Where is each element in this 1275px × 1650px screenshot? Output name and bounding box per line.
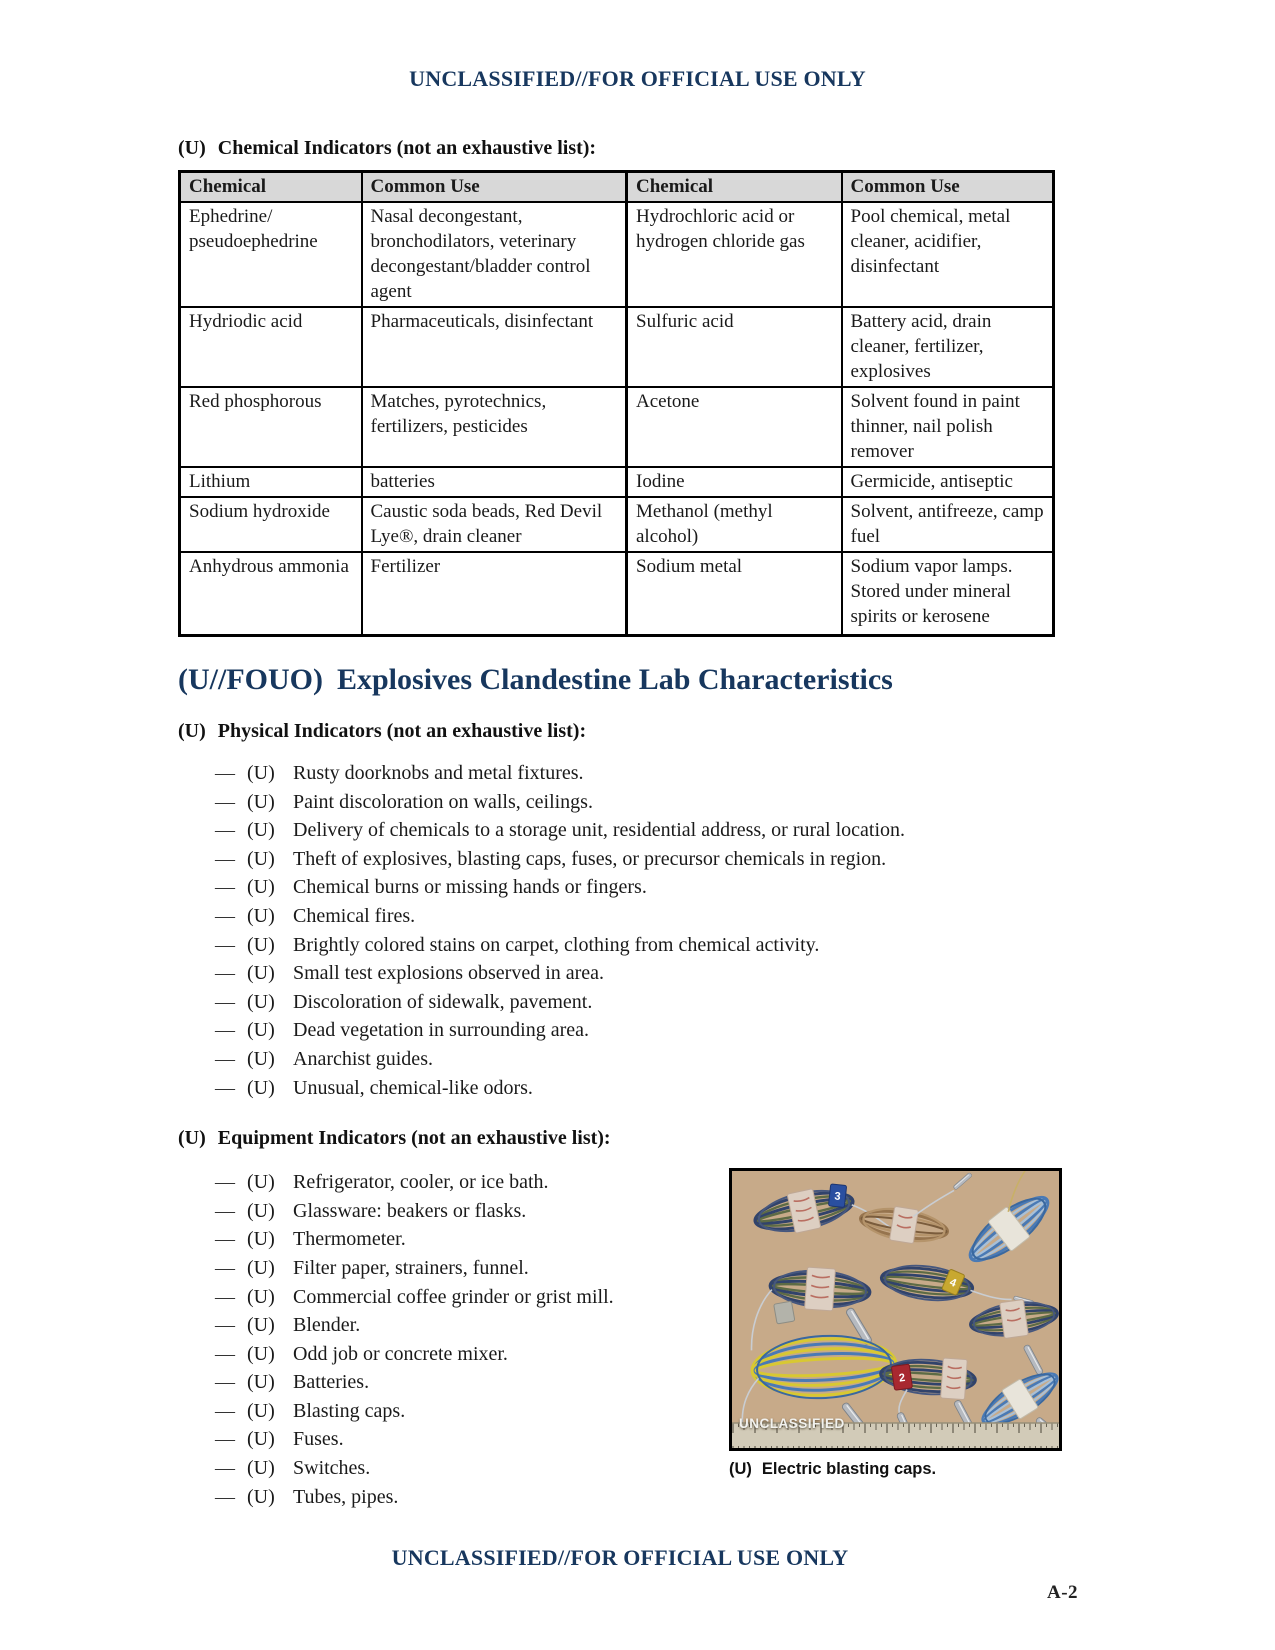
page-title	[178, 663, 1062, 697]
list-item-text: Tubes, pipes.	[293, 1485, 399, 1508]
list-item-text: Blasting caps.	[293, 1399, 406, 1422]
list-item	[215, 873, 1062, 902]
list-item-text: Chemical fires.	[293, 904, 416, 927]
tag-number: 2	[898, 1371, 906, 1385]
table-cell: Battery acid, drain cleaner, fertilizer, explosives	[842, 307, 1054, 387]
column-header: Common Use	[362, 172, 627, 203]
tag-number: 4	[947, 1276, 959, 1290]
table-cell: Red phosphorous	[180, 387, 362, 467]
chemical-indicators-table	[178, 170, 1055, 637]
dash-bullet: —	[215, 1285, 235, 1308]
dash-bullet: —	[215, 1228, 235, 1251]
classification-marking: (U)	[247, 1019, 275, 1042]
dash-bullet: —	[215, 904, 235, 927]
physical-indicators-heading-text: Physical Indicators (not an exhaustive list):	[217, 720, 587, 742]
dash-bullet: —	[215, 1399, 235, 1422]
page-title-text: Explosives Clandestine Lab Characteristics	[336, 663, 893, 696]
dash-bullet: —	[215, 1371, 235, 1394]
dash-bullet: —	[215, 933, 235, 956]
list-item-text: Batteries.	[293, 1371, 370, 1394]
list-item-text: Unusual, chemical-like odors.	[293, 1076, 533, 1099]
list-item	[215, 1016, 1062, 1045]
classification-marking: (U//FOUO)	[178, 663, 323, 696]
dash-bullet: —	[215, 847, 235, 870]
dash-bullet: —	[215, 1047, 235, 1070]
photo-caption	[729, 1460, 1062, 1479]
dash-bullet: —	[215, 990, 235, 1013]
list-item	[215, 1197, 718, 1226]
photo-classification-label: UNCLASSIFIED	[739, 1416, 845, 1432]
classification-marking: (U)	[247, 1256, 275, 1279]
classification-marking: (U)	[247, 1285, 275, 1308]
list-item	[215, 1454, 718, 1483]
list-item-text: Glassware: beakers or flasks.	[293, 1199, 527, 1222]
table-cell: Sodium metal	[627, 552, 842, 636]
list-item-text: Dead vegetation in surrounding area.	[293, 1019, 590, 1042]
classification-marking: (U)	[247, 1171, 275, 1194]
dash-bullet: —	[215, 1199, 235, 1222]
photo-caption-text: Electric blasting caps.	[761, 1460, 937, 1479]
table-cell: Sulfuric acid	[627, 307, 842, 387]
classification-marking: (U)	[247, 1457, 275, 1480]
list-item-text: Brightly colored stains on carpet, clothing from chemical activity.	[293, 933, 820, 956]
dash-bullet: —	[215, 962, 235, 985]
list-item	[215, 816, 1062, 845]
classification-marking: (U)	[247, 990, 275, 1013]
classification-marking: (U)	[247, 1228, 275, 1251]
table-row	[180, 467, 1054, 497]
list-item-text: Delivery of chemicals to a storage unit, residential address, or rural location.	[293, 819, 906, 842]
table-body	[180, 202, 1054, 636]
list-item	[215, 1168, 718, 1197]
list-item-text: Blender.	[293, 1314, 361, 1337]
list-item-text: Filter paper, strainers, funnel.	[293, 1256, 529, 1279]
table-row	[180, 387, 1054, 467]
table-cell: Matches, pyrotechnics, fertilizers, pesticides	[362, 387, 627, 467]
classification-marking: (U)	[247, 1428, 275, 1451]
table-row	[180, 497, 1054, 552]
dash-bullet: —	[215, 1256, 235, 1279]
list-item	[215, 902, 1062, 931]
list-item	[215, 1311, 718, 1340]
page-number: A-2	[1047, 1582, 1079, 1603]
top-classification-banner: UNCLASSIFIED//FOR OFFICIAL USE ONLY	[409, 66, 866, 91]
dash-bullet: —	[215, 1428, 235, 1451]
table-row	[180, 307, 1054, 387]
table-cell: Hydrochloric acid or hydrogen chloride gas	[627, 202, 842, 307]
list-item	[215, 1074, 1062, 1103]
table-cell: Pool chemical, metal cleaner, acidifier, disinfectant	[842, 202, 1054, 307]
classification-marking: (U)	[247, 1342, 275, 1365]
table-cell: Caustic soda beads, Red Devil Lye®, drain cleaner	[362, 497, 627, 552]
table-cell: Acetone	[627, 387, 842, 467]
classification-marking: (U)	[247, 962, 275, 985]
classification-marking: (U)	[247, 847, 275, 870]
bottom-classification-banner: UNCLASSIFIED//FOR OFFICIAL USE ONLY	[391, 1545, 849, 1571]
classification-marking: (U)	[729, 1460, 752, 1479]
list-item	[215, 788, 1062, 817]
table-cell: Hydriodic acid	[180, 307, 362, 387]
list-item	[215, 759, 1062, 788]
classification-marking: (U)	[247, 1047, 275, 1070]
list-item-text: Fuses.	[293, 1428, 344, 1451]
table-cell: Anhydrous ammonia	[180, 552, 362, 636]
dash-bullet: —	[215, 762, 235, 784]
column-header: Chemical	[180, 172, 362, 203]
list-item-text: Discoloration of sidewalk, pavement.	[293, 990, 593, 1013]
list-item-text: Paint discoloration on walls, ceilings.	[293, 790, 593, 813]
physical-indicators-heading	[178, 719, 1062, 743]
dash-bullet: —	[215, 790, 235, 813]
table-cell: Iodine	[627, 467, 842, 497]
table-row	[180, 552, 1054, 636]
dash-bullet: —	[215, 1171, 235, 1194]
list-item-text: Refrigerator, cooler, or ice bath.	[293, 1171, 549, 1194]
list-item	[215, 1045, 1062, 1074]
table-cell: Lithium	[180, 467, 362, 497]
classification-marking: (U)	[247, 904, 275, 927]
list-item	[215, 845, 1062, 874]
dash-bullet: —	[215, 1457, 235, 1480]
equipment-indicators-heading-text: Equipment Indicators (not an exhaustive list):	[217, 1127, 611, 1150]
list-item	[215, 959, 1062, 988]
list-item	[215, 1425, 718, 1454]
classification-marking: (U)	[178, 1127, 206, 1150]
list-item-text: Commercial coffee grinder or grist mill.	[293, 1285, 614, 1308]
classification-marking: (U)	[247, 876, 275, 899]
list-item-text: Odd job or concrete mixer.	[293, 1342, 508, 1365]
table-cell: Sodium hydroxide	[180, 497, 362, 552]
classification-marking: (U)	[247, 1371, 275, 1394]
list-item	[215, 1283, 718, 1312]
classification-marking: (U)	[247, 819, 275, 842]
list-item	[215, 1397, 718, 1426]
column-header: Chemical	[627, 172, 842, 203]
list-item	[215, 1254, 718, 1283]
dash-bullet: —	[215, 1076, 235, 1099]
dash-bullet: —	[215, 1314, 235, 1337]
list-item-text: Chemical burns or missing hands or fingers.	[293, 876, 647, 899]
table-cell: Nasal decongestant, bronchodilators, veterinary decongestant/bladder control agent	[362, 202, 627, 307]
dash-bullet: —	[215, 1342, 235, 1365]
dash-bullet: —	[215, 1019, 235, 1042]
physical-indicators-list	[178, 759, 1062, 1102]
table-cell: Methanol (methyl alcohol)	[627, 497, 842, 552]
table-cell: Pharmaceuticals, disinfectant	[362, 307, 627, 387]
list-item	[215, 1483, 718, 1512]
classification-marking: (U)	[178, 720, 206, 742]
classification-marking: (U)	[247, 1314, 275, 1337]
classification-marking: (U)	[178, 137, 206, 159]
equipment-indicators-list	[178, 1168, 718, 1511]
list-item-text: Small test explosions observed in area.	[293, 962, 605, 985]
classification-marking: (U)	[247, 1399, 275, 1422]
list-item-text: Thermometer.	[293, 1228, 406, 1251]
classification-marking: (U)	[247, 1485, 275, 1508]
classification-marking: (U)	[247, 1076, 275, 1099]
list-item-text: Anarchist guides.	[293, 1047, 433, 1070]
table-cell: Solvent, antifreeze, camp fuel	[842, 497, 1054, 552]
tag-number: 3	[833, 1190, 842, 1204]
table-row	[180, 202, 1054, 307]
list-item	[215, 931, 1062, 960]
equipment-indicators-heading	[178, 1126, 1062, 1150]
table-cell: Sodium vapor lamps. Stored under mineral spirits or kerosene	[842, 552, 1054, 636]
chemical-indicators-heading-text: Chemical Indicators (not an exhaustive list):	[217, 137, 597, 159]
list-item-text: Theft of explosives, blasting caps, fuses, or precursor chemicals in region.	[293, 847, 887, 870]
blasting-caps-photo-art	[732, 1171, 1059, 1448]
dash-bullet: —	[215, 819, 235, 842]
classification-marking: (U)	[247, 790, 275, 813]
blasting-caps-photo	[729, 1168, 1062, 1451]
classification-marking: (U)	[247, 762, 275, 784]
list-item-text: Rusty doorknobs and metal fixtures.	[293, 762, 584, 784]
table-cell: Fertilizer	[362, 552, 627, 636]
list-item	[215, 1225, 718, 1254]
list-item	[215, 1340, 718, 1369]
list-item	[215, 988, 1062, 1017]
chemical-indicators-heading	[178, 136, 1062, 160]
list-item-text: Switches.	[293, 1457, 371, 1480]
classification-marking: (U)	[247, 933, 275, 956]
table-cell: Solvent found in paint thinner, nail polish remover	[842, 387, 1054, 467]
classification-marking: (U)	[247, 1199, 275, 1222]
dash-bullet: —	[215, 1485, 235, 1508]
table-header-row	[180, 172, 1054, 203]
table-cell: Ephedrine/ pseudoephedrine	[180, 202, 362, 307]
dash-bullet: —	[215, 876, 235, 899]
list-item	[215, 1368, 718, 1397]
table-cell: Germicide, antiseptic	[842, 467, 1054, 497]
column-header: Common Use	[842, 172, 1054, 203]
table-cell: batteries	[362, 467, 627, 497]
